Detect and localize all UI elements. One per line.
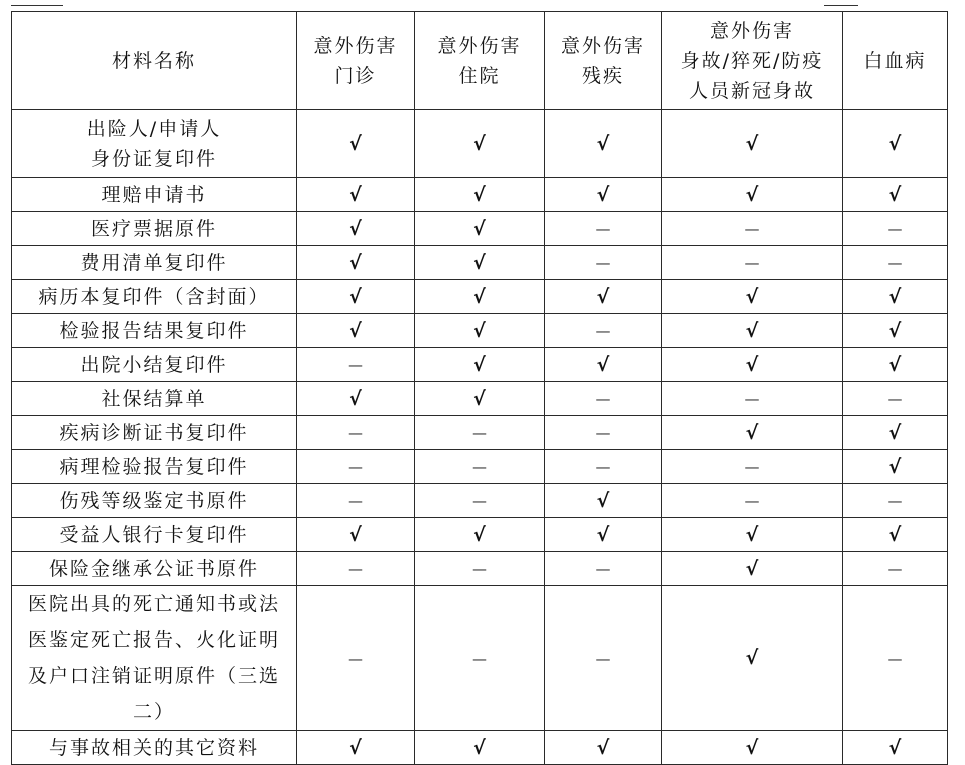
requirement-cell-leukemia bbox=[843, 178, 948, 212]
requirement-cell-leukemia bbox=[843, 552, 948, 586]
dash-icon: — bbox=[348, 649, 363, 668]
material-name-line: 二） bbox=[132, 701, 175, 723]
requirement-cell-accident-death bbox=[662, 552, 843, 586]
checkmark-icon: √ bbox=[349, 319, 362, 342]
checkmark-icon: √ bbox=[745, 421, 759, 444]
table-row bbox=[12, 731, 948, 765]
dash-icon: — bbox=[887, 560, 903, 578]
requirement-cell-accident-death bbox=[662, 382, 843, 416]
table-row bbox=[12, 314, 948, 348]
checkmark-icon: √ bbox=[888, 523, 902, 546]
dash-icon: — bbox=[472, 492, 487, 510]
material-name-cell bbox=[12, 518, 297, 552]
requirement-cell-accident-inpatient bbox=[415, 586, 545, 731]
column-header-line: 意外伤害 bbox=[709, 19, 794, 42]
requirement-cell-leukemia bbox=[843, 110, 948, 178]
requirement-cell-accident-disability bbox=[545, 552, 662, 586]
requirement-cell-accident-inpatient bbox=[415, 552, 545, 586]
dash-icon: — bbox=[887, 492, 903, 510]
requirement-cell-accident-outpatient bbox=[297, 484, 415, 518]
checkmark-icon: √ bbox=[745, 319, 759, 342]
table-row bbox=[12, 450, 948, 484]
dash-icon: — bbox=[744, 492, 760, 510]
requirement-cell-accident-disability bbox=[545, 731, 662, 765]
column-header-accident-inpatient bbox=[415, 12, 545, 110]
dash-icon: — bbox=[744, 254, 760, 272]
column-header-line: 意外伤害 bbox=[560, 34, 645, 57]
column-header-line: 门诊 bbox=[334, 64, 377, 87]
column-header-line: 材料名称 bbox=[111, 49, 196, 72]
requirement-cell-accident-outpatient bbox=[297, 246, 415, 280]
checkmark-icon: √ bbox=[745, 523, 759, 546]
table-row bbox=[12, 484, 948, 518]
table-row bbox=[12, 178, 948, 212]
column-header-accident-outpatient bbox=[297, 12, 415, 110]
dash-icon: — bbox=[595, 254, 611, 272]
requirement-cell-accident-disability bbox=[545, 212, 662, 246]
material-name-cell bbox=[12, 484, 297, 518]
requirement-cell-accident-death bbox=[662, 586, 843, 731]
requirement-cell-accident-death bbox=[662, 178, 843, 212]
requirement-cell-accident-disability bbox=[545, 348, 662, 382]
requirement-cell-accident-disability bbox=[545, 450, 662, 484]
column-header-accident-death bbox=[662, 12, 843, 110]
material-name-line: 保险金继承公证书原件 bbox=[48, 557, 259, 580]
checkmark-icon: √ bbox=[596, 353, 610, 376]
requirement-cell-accident-outpatient bbox=[297, 110, 415, 178]
material-name-cell bbox=[12, 280, 297, 314]
material-name-cell bbox=[12, 178, 297, 212]
material-name-line: 医疗票据原件 bbox=[90, 217, 217, 240]
requirement-cell-accident-outpatient bbox=[297, 314, 415, 348]
material-name-line: 费用清单复印件 bbox=[80, 251, 228, 274]
checkmark-icon: √ bbox=[349, 523, 362, 546]
material-name-line: 医鉴定死亡报告、火化证明 bbox=[27, 629, 280, 651]
checkmark-icon: √ bbox=[888, 132, 902, 155]
dash-icon: — bbox=[744, 458, 760, 476]
checkmark-icon: √ bbox=[349, 736, 362, 759]
dash-icon: — bbox=[348, 560, 363, 578]
material-name-line: 及户口注销证明原件（三选 bbox=[27, 665, 280, 687]
requirement-cell-accident-outpatient bbox=[297, 518, 415, 552]
checkmark-icon: √ bbox=[596, 285, 610, 308]
requirement-cell-leukemia bbox=[843, 348, 948, 382]
requirement-cell-accident-inpatient bbox=[415, 416, 545, 450]
checkmark-icon: √ bbox=[888, 421, 902, 444]
dash-icon: — bbox=[595, 220, 611, 238]
requirement-cell-accident-death bbox=[662, 212, 843, 246]
requirement-cell-accident-inpatient bbox=[415, 484, 545, 518]
requirement-cell-accident-outpatient bbox=[297, 416, 415, 450]
requirement-cell-accident-disability bbox=[545, 382, 662, 416]
checkmark-icon: √ bbox=[473, 183, 486, 206]
table-row bbox=[12, 246, 948, 280]
checkmark-icon: √ bbox=[596, 523, 610, 546]
material-name-cell bbox=[12, 731, 297, 765]
material-name-line: 病理检验报告复印件 bbox=[59, 455, 249, 478]
column-header-material-name bbox=[12, 12, 297, 110]
requirement-cell-leukemia bbox=[843, 518, 948, 552]
top-border-stub-right bbox=[824, 5, 858, 6]
requirement-cell-accident-inpatient bbox=[415, 178, 545, 212]
material-name-line: 疾病诊断证书复印件 bbox=[59, 421, 249, 444]
checkmark-icon: √ bbox=[473, 132, 486, 155]
requirement-cell-accident-death bbox=[662, 416, 843, 450]
requirement-cell-accident-outpatient bbox=[297, 212, 415, 246]
requirement-cell-accident-outpatient bbox=[297, 450, 415, 484]
checkmark-icon: √ bbox=[745, 353, 759, 376]
checkmark-icon: √ bbox=[473, 736, 486, 759]
dash-icon: — bbox=[472, 458, 487, 476]
checkmark-icon: √ bbox=[888, 319, 902, 342]
requirement-cell-accident-death bbox=[662, 484, 843, 518]
dash-icon: — bbox=[595, 560, 611, 578]
dash-icon: — bbox=[595, 649, 611, 668]
requirement-cell-leukemia bbox=[843, 246, 948, 280]
checkmark-icon: √ bbox=[888, 183, 902, 206]
checkmark-icon: √ bbox=[349, 217, 362, 240]
table-row bbox=[12, 518, 948, 552]
material-name-line: 身份证复印件 bbox=[90, 147, 217, 170]
table-row bbox=[12, 110, 948, 178]
column-header-line: 白血病 bbox=[863, 49, 927, 72]
requirement-cell-accident-outpatient bbox=[297, 280, 415, 314]
table-row bbox=[12, 552, 948, 586]
dash-icon: — bbox=[595, 458, 611, 476]
requirement-cell-accident-inpatient bbox=[415, 212, 545, 246]
material-name-cell bbox=[12, 212, 297, 246]
table-row bbox=[12, 416, 948, 450]
column-header-leukemia bbox=[843, 12, 948, 110]
dash-icon: — bbox=[744, 390, 760, 408]
material-name-cell bbox=[12, 348, 297, 382]
requirement-cell-accident-inpatient bbox=[415, 731, 545, 765]
material-name-line: 伤残等级鉴定书原件 bbox=[59, 489, 249, 512]
checkmark-icon: √ bbox=[888, 736, 902, 759]
table-row bbox=[12, 280, 948, 314]
table-header bbox=[12, 12, 948, 110]
dash-icon: — bbox=[887, 220, 903, 238]
material-name-line: 与事故相关的其它资料 bbox=[48, 736, 259, 759]
checkmark-icon: √ bbox=[473, 523, 486, 546]
checkmark-icon: √ bbox=[888, 285, 902, 308]
requirement-cell-accident-outpatient bbox=[297, 731, 415, 765]
requirement-cell-accident-death bbox=[662, 348, 843, 382]
requirement-cell-accident-outpatient bbox=[297, 552, 415, 586]
checkmark-icon: √ bbox=[473, 387, 486, 410]
requirement-cell-accident-outpatient bbox=[297, 586, 415, 731]
requirement-cell-accident-inpatient bbox=[415, 314, 545, 348]
requirement-cell-accident-disability bbox=[545, 518, 662, 552]
dash-icon: — bbox=[887, 390, 903, 408]
material-name-cell bbox=[12, 450, 297, 484]
table-row bbox=[12, 348, 948, 382]
claim-materials-table bbox=[11, 11, 948, 765]
dash-icon: — bbox=[348, 492, 363, 510]
material-name-cell bbox=[12, 382, 297, 416]
material-name-line: 医院出具的死亡通知书或法 bbox=[27, 593, 280, 615]
requirement-cell-accident-death bbox=[662, 110, 843, 178]
requirement-cell-leukemia bbox=[843, 450, 948, 484]
checkmark-icon: √ bbox=[596, 132, 610, 155]
requirement-cell-accident-disability bbox=[545, 484, 662, 518]
column-header-line: 残疾 bbox=[581, 64, 624, 87]
column-header-accident-disability bbox=[545, 12, 662, 110]
requirement-cell-accident-disability bbox=[545, 586, 662, 731]
checkmark-icon: √ bbox=[349, 183, 362, 206]
column-header-line: 住院 bbox=[458, 64, 501, 87]
material-name-line: 病历本复印件（含封面） bbox=[38, 285, 270, 308]
column-header-line: 身故/猝死/防疫 bbox=[680, 49, 824, 72]
checkmark-icon: √ bbox=[349, 132, 362, 155]
dash-icon: — bbox=[887, 254, 903, 272]
requirement-cell-accident-death bbox=[662, 280, 843, 314]
requirement-cell-leukemia bbox=[843, 416, 948, 450]
requirement-cell-accident-disability bbox=[545, 416, 662, 450]
requirement-cell-leukemia bbox=[843, 382, 948, 416]
material-name-line: 社保结算单 bbox=[101, 387, 207, 410]
requirement-cell-accident-disability bbox=[545, 178, 662, 212]
requirement-cell-accident-inpatient bbox=[415, 348, 545, 382]
requirement-cell-accident-disability bbox=[545, 110, 662, 178]
requirement-cell-accident-inpatient bbox=[415, 246, 545, 280]
material-name-line: 出险人/申请人 bbox=[86, 117, 222, 140]
requirement-cell-accident-inpatient bbox=[415, 382, 545, 416]
header-row bbox=[12, 12, 948, 110]
dash-icon: — bbox=[348, 356, 363, 374]
checkmark-icon: √ bbox=[888, 455, 902, 478]
dash-icon: — bbox=[887, 649, 903, 668]
checkmark-icon: √ bbox=[596, 736, 610, 759]
checkmark-icon: √ bbox=[349, 251, 362, 274]
requirement-cell-leukemia bbox=[843, 586, 948, 731]
table-row bbox=[12, 586, 948, 731]
checkmark-icon: √ bbox=[745, 557, 759, 580]
dash-icon: — bbox=[595, 322, 611, 340]
material-name-cell bbox=[12, 246, 297, 280]
requirement-cell-accident-disability bbox=[545, 280, 662, 314]
requirement-cell-accident-outpatient bbox=[297, 382, 415, 416]
material-name-line: 受益人银行卡复印件 bbox=[59, 523, 249, 546]
requirement-cell-accident-death bbox=[662, 518, 843, 552]
top-border-stub-left bbox=[11, 5, 63, 6]
dash-icon: — bbox=[472, 649, 487, 668]
requirement-cell-accident-death bbox=[662, 450, 843, 484]
requirement-cell-leukemia bbox=[843, 212, 948, 246]
requirement-cell-accident-death bbox=[662, 731, 843, 765]
checkmark-icon: √ bbox=[473, 285, 486, 308]
dash-icon: — bbox=[744, 220, 760, 238]
checkmark-icon: √ bbox=[745, 285, 759, 308]
checkmark-icon: √ bbox=[596, 489, 610, 512]
requirement-cell-accident-outpatient bbox=[297, 348, 415, 382]
requirement-cell-accident-inpatient bbox=[415, 280, 545, 314]
requirement-cell-accident-disability bbox=[545, 314, 662, 348]
requirement-cell-accident-death bbox=[662, 314, 843, 348]
column-header-line: 意外伤害 bbox=[313, 34, 398, 57]
checkmark-icon: √ bbox=[349, 285, 362, 308]
dash-icon: — bbox=[472, 560, 487, 578]
checkmark-icon: √ bbox=[596, 183, 610, 206]
dash-icon: — bbox=[472, 424, 487, 442]
table-row bbox=[12, 382, 948, 416]
column-header-line: 意外伤害 bbox=[437, 34, 522, 57]
checkmark-icon: √ bbox=[745, 647, 759, 669]
requirement-cell-leukemia bbox=[843, 314, 948, 348]
material-name-line: 理赔申请书 bbox=[101, 183, 207, 206]
checkmark-icon: √ bbox=[473, 217, 486, 240]
checkmark-icon: √ bbox=[745, 183, 759, 206]
material-name-cell bbox=[12, 552, 297, 586]
checkmark-icon: √ bbox=[473, 353, 486, 376]
requirement-cell-leukemia bbox=[843, 280, 948, 314]
material-name-line: 出院小结复印件 bbox=[80, 353, 228, 376]
requirement-cell-accident-death bbox=[662, 246, 843, 280]
checkmark-icon: √ bbox=[473, 251, 486, 274]
dash-icon: — bbox=[348, 424, 363, 442]
table-body bbox=[12, 110, 948, 765]
checkmark-icon: √ bbox=[888, 353, 902, 376]
checkmark-icon: √ bbox=[473, 319, 486, 342]
requirement-cell-accident-inpatient bbox=[415, 518, 545, 552]
checkmark-icon: √ bbox=[349, 387, 362, 410]
dash-icon: — bbox=[595, 390, 611, 408]
column-header-line: 人员新冠身故 bbox=[688, 79, 815, 102]
dash-icon: — bbox=[348, 458, 363, 476]
material-name-cell bbox=[12, 416, 297, 450]
requirement-cell-leukemia bbox=[843, 484, 948, 518]
requirement-cell-accident-inpatient bbox=[415, 450, 545, 484]
material-name-line: 检验报告结果复印件 bbox=[59, 319, 249, 342]
checkmark-icon: √ bbox=[745, 132, 759, 155]
requirement-cell-accident-disability bbox=[545, 246, 662, 280]
requirement-cell-leukemia bbox=[843, 731, 948, 765]
requirement-cell-accident-outpatient bbox=[297, 178, 415, 212]
material-name-cell bbox=[12, 110, 297, 178]
table-row bbox=[12, 212, 948, 246]
material-name-cell bbox=[12, 314, 297, 348]
dash-icon: — bbox=[595, 424, 611, 442]
checkmark-icon: √ bbox=[745, 736, 759, 759]
material-name-cell bbox=[12, 586, 297, 731]
requirement-cell-accident-inpatient bbox=[415, 110, 545, 178]
